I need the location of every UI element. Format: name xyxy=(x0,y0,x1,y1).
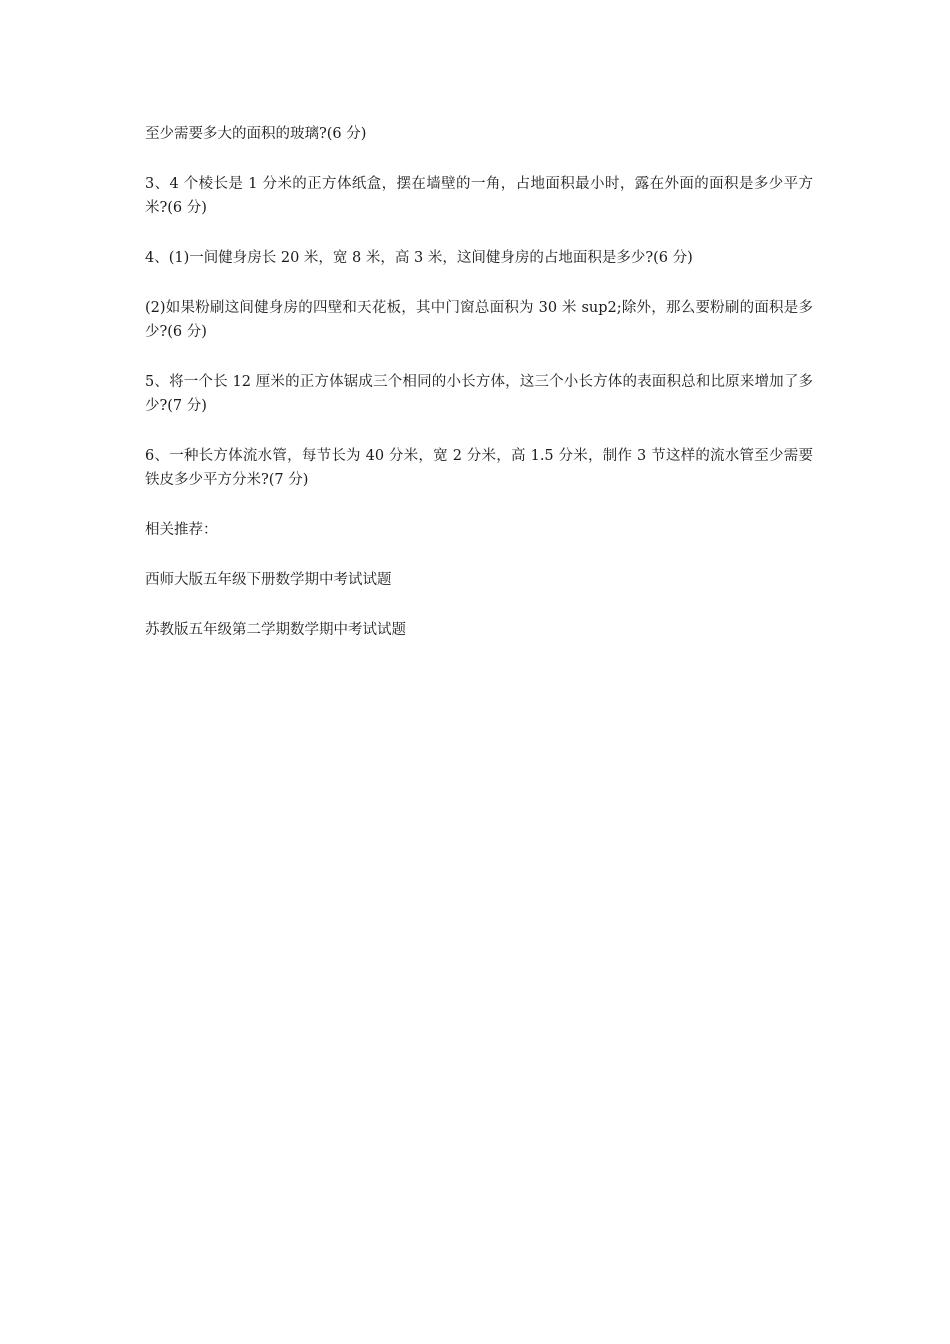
question-5: 5、将一个长 12 厘米的正方体锯成三个相同的小长方体，这三个小长方体的表面积总和比原来增加了多少?(7 分) xyxy=(145,374,813,414)
question-3: 3、4 个棱长是 1 分米的正方体纸盒，摆在墙壁的一角，占地面积最小时，露在外面的面积是多少平方米?(6 分) xyxy=(145,176,813,216)
question-4-part-1: 4、(1)一间健身房长 20 米，宽 8 米，高 3 米，这间健身房的占地面积是多少?(6 分) xyxy=(145,250,693,266)
related-heading: 相关推荐： xyxy=(145,522,218,538)
related-link-2[interactable]: 苏教版五年级第二学期数学期中考试试题 xyxy=(145,622,406,638)
question-continuation: 至少需要多大的面积的玻璃?(6 分) xyxy=(145,126,367,142)
question-4-part-2: (2)如果粉刷这间健身房的四壁和天花板，其中门窗总面积为 30 米 sup2;除外，那么要粉刷的面积是多少?(6 分) xyxy=(145,300,813,340)
question-6: 6、一种长方体流水管，每节长为 40 分米，宽 2 分米，高 1.5 分米，制作 3 节这样的流水管至少需要铁皮多少平方分米?(7 分) xyxy=(145,448,813,488)
document-body xyxy=(145,122,813,668)
related-link-1[interactable]: 西师大版五年级下册数学期中考试试题 xyxy=(145,572,392,588)
